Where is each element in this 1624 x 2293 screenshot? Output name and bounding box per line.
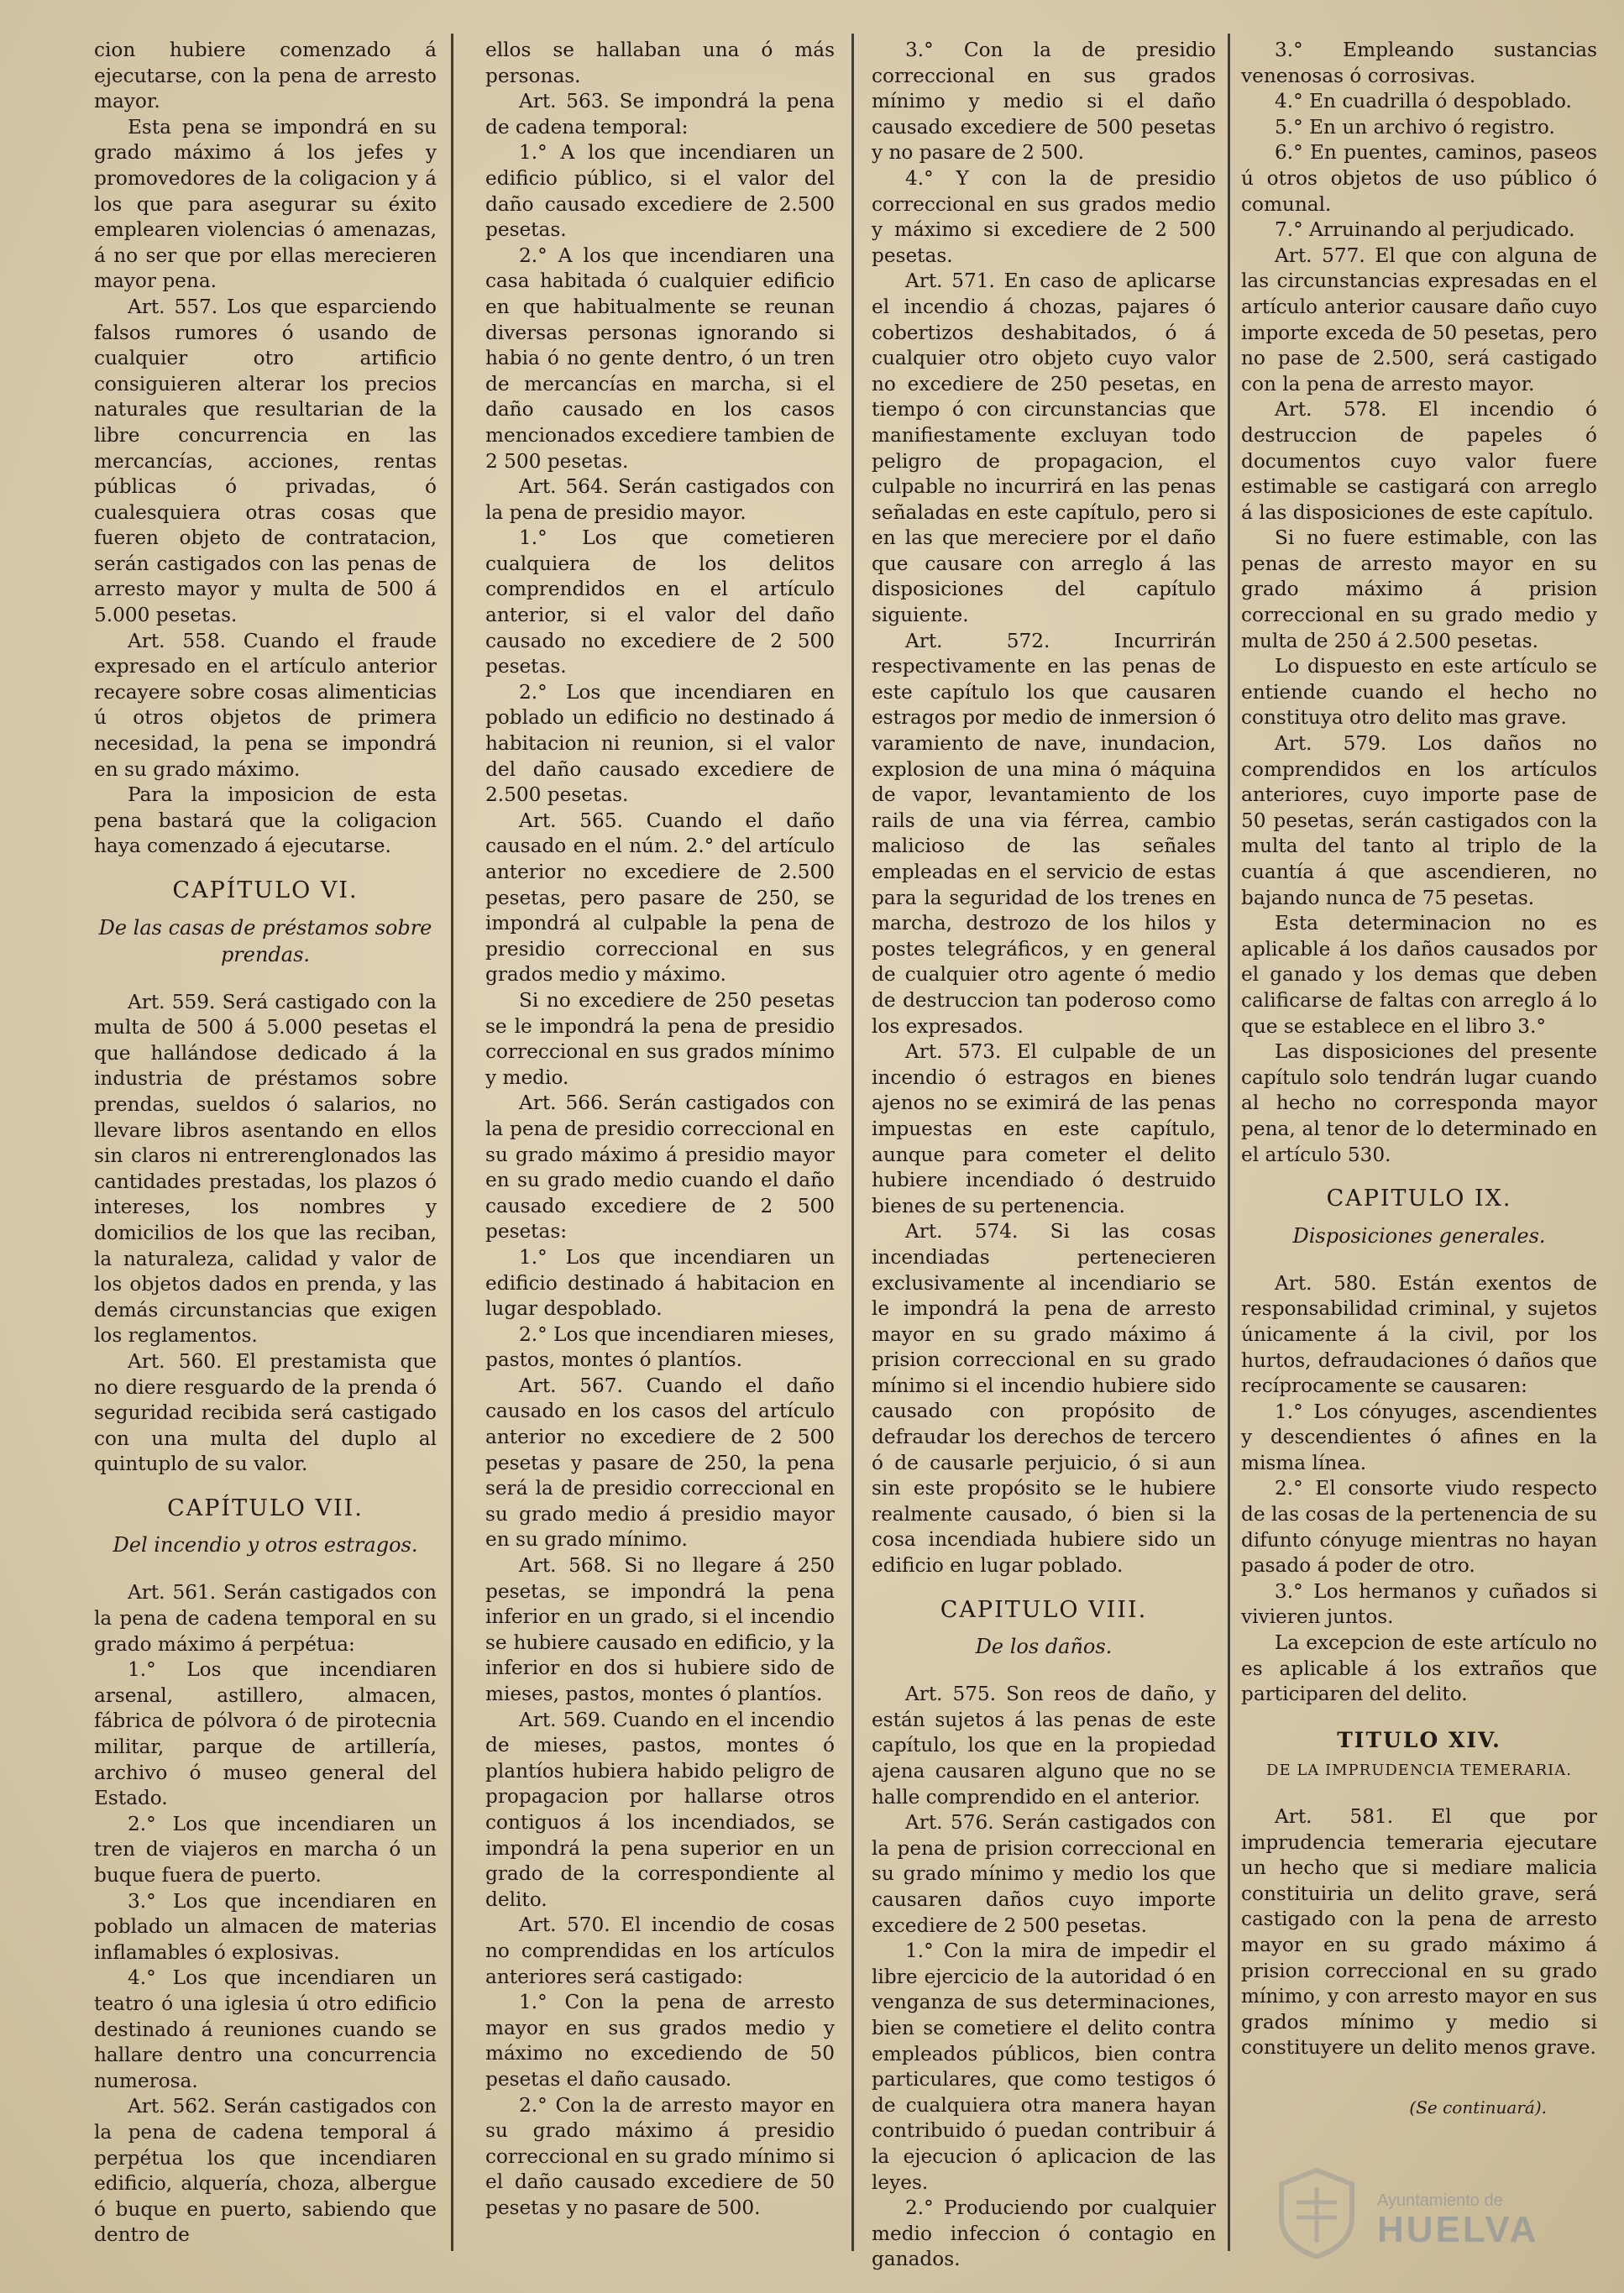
archive-watermark <box>1377 2191 1538 2250</box>
list-item: 2.° Produciendo por cualquier medio infeccion ó contagio en ganados. <box>872 2196 1216 2271</box>
municipal-seal-icon <box>1266 2162 1367 2263</box>
article-579: Art. 579. Los daños no comprendidos en los artículos anteriores, cuyo importe pase de 50 pesetas, serán castigados con la multa del tanto al triplo de la cuantía á que ascendieren, no bajando nunca de 75 pesetas. <box>1241 732 1597 909</box>
list-item: 2.° Con la de arresto mayor en su grado máximo á presidio correccional en su grado mínimo si el daño causado excediere de 50 pesetas y no pasare de 500. <box>485 2093 835 2219</box>
list-item: 4.° En cuadrilla ó despoblado. <box>1275 90 1572 113</box>
column-rule <box>451 34 453 2251</box>
chapter-subtitle: De las casas de préstamos sobre prendas. <box>98 915 432 966</box>
column-rule <box>1228 34 1230 2251</box>
list-item: 2.° A los que incendiaren una casa habitada ó cualquier edificio en que habitualmente se reunan diversas personas ignorando si habia ó no gente dentro, ó un tren de mercancías en marcha, si el daño causado en los casos mencionados excediere tambien de 2 500 pesetas. <box>485 243 835 473</box>
paragraph: Para la imposicion de esta pena bastará que la coligacion haya comenzado á ejecutarse. <box>94 783 437 858</box>
paragraph: Si no excediere de 250 pesetas se le impondrá la pena de presidio correccional en sus grados mínimo y medio. <box>485 988 835 1089</box>
chapter-subtitle: Del incendio y otros estragos. <box>113 1533 418 1557</box>
watermark-line1: Ayuntamiento de <box>1377 2191 1503 2210</box>
article-572: Art. 572. Incurrirán respectivamente en las penas de este capítulo los que causaren estragos por medio de inmersion ó varamiento de nave, inundacion, explosion de una mina ó máquina de vapor, levantamiento de los rails de una via férrea, cambio malicioso de las señales empleadas en el servicio de estas para la seguridad de los trenes en marcha, destrozo de los hilos y postes telegráficos, y en general de cualquier otro agente ó medio de destruccion tan poderoso como los expresados. <box>872 629 1216 1038</box>
list-item: 5.° En un archivo ó registro. <box>1275 115 1555 139</box>
list-item: 6.° En puentes, caminos, paseos ú otros objetos de uso público ó comunal. <box>1241 141 1597 216</box>
chapter-subtitle: Disposiciones generales. <box>1292 1223 1546 1248</box>
article-562: Art. 562. Serán castigados con la pena de cadena temporal á perpétua los que incendiaren edificio, alquería, choza, albergue ó buque en puerto, sabiendo que dentro de <box>94 2095 437 2247</box>
article-576: Art. 576. Serán castigados con la pena de prision correccional en su grado mínimo y medio los que causaren daños cuyo importe excediere de 2 500 pesetas. <box>872 1811 1216 1937</box>
list-item: 3.° Con la de presidio correccional en sus grados mínimo y medio si el daño causado excediere de 500 pesetas y no pasare de 2 500. <box>872 39 1216 165</box>
text-column-4 <box>1241 38 1597 2254</box>
paragraph: La excepcion de este artículo no es aplicable á los extraños que participaren del delito. <box>1241 1631 1597 1706</box>
list-item: 7.° Arruinando al perjudicado. <box>1275 218 1575 242</box>
chapter-heading: CAPITULO IX. <box>1326 1186 1512 1212</box>
continued-note: (Se continuará). <box>1409 2097 1547 2118</box>
list-item: 2.° Los que incendiaren un tren de viajeros en marcha ó un buque fuera de puerto. <box>94 1812 437 1887</box>
article-569: Art. 569. Cuando en el incendio de mieses, pastos, montes ó plantíos hubiera habido peligro de propagacion por hallarse otros contiguos á los incendiados, se impondrá la pena superior en un grado de la correspondiente al delito. <box>485 1708 835 1911</box>
column-rule <box>851 34 854 2251</box>
chapter-heading: CAPÍTULO VII. <box>167 1495 364 1521</box>
text-column-3 <box>872 38 1216 2271</box>
article-557: Art. 557. Los que esparciendo falsos rumores ó usando de cualquier otro artificio consiguieren alterar los precios naturales que resultarian de la libre concurrencia en las mercancías, acciones, rentas públicas ó privadas, ó cualesquiera otras cosas que fueren objeto de contratacion, serán castigados con las penas de arresto mayor y multa de 500 á 5.000 pesetas. <box>94 295 437 627</box>
paragraph: cion hubiere comenzado á ejecutarse, con la pena de arresto mayor. <box>94 39 437 113</box>
article-571: Art. 571. En caso de aplicarse el incendio á chozas, pajares ó cobertizos deshabitados, ó á cualquier otro objeto cuyo valor no excediere de 250 pesetas, en tiempo ó con circunstancias que manifiestamente excluyan todo peligro de propagacion, el culpable no incurrirá en las penas señaladas en este capítulo, pero si en las que mereciere por el daño que causare con arreglo á las disposiciones del capítulo siguiente. <box>872 270 1216 627</box>
list-item: 3.° Los hermanos y cuñados si vivieren juntos. <box>1241 1579 1597 1629</box>
list-item: 3.° Los que incendiaren en poblado un almacen de materias inflamables ó explosivas. <box>94 1889 437 1964</box>
list-item: 1.° Los que incendiaren un edificio destinado á habitacion en lugar despoblado. <box>485 1245 835 1321</box>
list-item: 4.° Los que incendiaren un teatro ó una iglesia ú otro edificio destinado á reuniones cuando se hallare dentro una concurrencia numerosa. <box>94 1966 437 2092</box>
paragraph: Esta pena se impondrá en su grado máximo á los jefes y promovedores de la coligacion y á los que para asegurar su éxito emplearen violencias ó amenazas, á no ser que por ellas merecieren mayor pena. <box>94 115 437 293</box>
article-581: Art. 581. El que por imprudencia temeraria ejecutare un hecho que si mediare malicia constituiria un delito grave, será castigado con la pena de arresto mayor en su grado máximo á prision correccional en su grado mínimo, y con arresto mayor en sus grados mínimo y medio si constituyere un delito menos grave. <box>1241 1805 1597 2060</box>
paragraph: Esta determinacion no es aplicable á los daños causados por el ganado y los demas que deben calificarse de faltas con arreglo á lo que se establece en el libro 3.° <box>1241 912 1597 1038</box>
paragraph: Las disposiciones del presente capítulo solo tendrán lugar cuando al hecho no corresponda mayor pena, al tenor de lo determinado en el artículo 530. <box>1241 1040 1597 1166</box>
article-560: Art. 560. El prestamista que no diere resguardo de la prenda ó seguridad recibida será castigado con una multa del duplo al quintuplo de su valor. <box>94 1349 437 1476</box>
list-item: 2.° El consorte viudo respecto de las cosas de la pertenencia de su difunto cónyuge mientras no hayan pasado á poder de otro. <box>1241 1477 1597 1578</box>
article-573: Art. 573. El culpable de un incendio ó estragos en bienes ajenos no se eximirá de las penas impuestas en este capítulo, aunque para cometer el delito hubiere incendiado ó destruido bienes de su pertenencia. <box>872 1040 1216 1217</box>
list-item: 1.° Con la mira de impedir el libre ejercicio de la autoridad ó en venganza de sus determinaciones, bien se cometiere el delito contra empleados públicos, bien contra particulares, que como testigos ó de cualquiera otra manera hayan contribuido ó puedan contribuir á la ejecucion ó aplicacion de las leyes. <box>872 1940 1216 2194</box>
article-564: Art. 564. Serán castigados con la pena de presidio mayor. <box>485 475 835 524</box>
article-558: Art. 558. Cuando el fraude expresado en el artículo anterior recayere sobre cosas alimenticias ú otros objetos de primera necesidad, la pena se impondrá en su grado máximo. <box>94 629 437 781</box>
title-subheading: DE LA IMPRUDENCIA TEMERARIA. <box>1266 1762 1572 1780</box>
paragraph: Si no fuere estimable, con las penas de arresto mayor en su grado máximo á prision correccional en su grado medio y multa de 250 á 2.500 pesetas. <box>1241 526 1597 652</box>
article-574: Art. 574. Si las cosas incendiadas pertenecieren exclusivamente al incendiario se le impondrá la pena de arresto mayor en su grado máximo á prision correccional en su grado mínimo si el incendio hubiere sido causado con propósito de defraudar los derechos de tercero ó de causarle perjuicio, ó si aun sin este propósito se le hubiere realmente causado, ó bien si la cosa incendiada hubiere sido un edificio en lugar poblado. <box>872 1220 1216 1578</box>
article-563: Art. 563. Se impondrá la pena de cadena temporal: <box>485 90 835 139</box>
article-566: Art. 566. Serán castigados con la pena de presidio correccional en su grado máximo á presidio mayor en su grado medio cuando el daño causado excediere de 2 500 pesetas: <box>485 1092 835 1243</box>
article-575: Art. 575. Son reos de daño, y están sujetos á las penas de este capítulo, los que en la propiedad ajena causaren alguno que no se halle comprendido en el anterior. <box>872 1683 1216 1809</box>
paragraph: Lo dispuesto en este artículo se entiende cuando el hecho no constituya otro delito mas grave. <box>1241 655 1597 730</box>
list-item: 2.° Los que incendiaren mieses, pastos, montes ó plantíos. <box>485 1322 835 1372</box>
article-565: Art. 565. Cuando el daño causado en el núm. 2.° del artículo anterior no excediere de 2.500 pesetas, pero pasare de 250, se impondrá al culpable la pena de presidio correccional en sus grados medio y máximo. <box>485 809 835 987</box>
list-item: 1.° Los que incendiaren arsenal, astillero, almacen, fábrica de pólvora ó de pirotecnia militar, parque de artillería, archivo ó museo general del Estado. <box>94 1658 437 1810</box>
article-559: Art. 559. Será castigado con la multa de 500 á 5.000 pesetas el que hallándose dedicado á la industria de préstamos sobre prendas, sueldos ó salarios, no llevare libros asentando en ellos sin claros ni entrerenglonados las cantidades prestadas, los plazos ó intereses, los nombres y domicilios de los que las reciban, la naturaleza, calidad y valor de los objetos dados en prenda, y las demás circunstancias que exigen los reglamentos. <box>94 990 437 1348</box>
article-570: Art. 570. El incendio de cosas no comprendidas en los artículos anteriores será castigado: <box>485 1913 835 1988</box>
list-item: 1.° Los que cometieren cualquiera de los delitos comprendidos en el artículo anterior, si el valor del daño causado no excediere de 2 500 pesetas. <box>485 526 835 678</box>
article-580: Art. 580. Están exentos de responsabilidad criminal, y sujetos únicamente á la civil, por los hurtos, defraudaciones ó daños que recíprocamente se causaren: <box>1241 1271 1597 1398</box>
article-567: Art. 567. Cuando el daño causado en los casos del artículo anterior no excediere de 2 500 pesetas y pasare de 250, la pena será la de presidio correccional en su grado medio á presidio mayor en su grado mínimo. <box>485 1374 835 1552</box>
article-561: Art. 561. Serán castigados con la pena de cadena temporal en su grado máximo á perpétua: <box>94 1581 437 1656</box>
chapter-heading: CAPÍTULO VI. <box>172 877 359 903</box>
list-item: 1.° Los cónyuges, ascendientes y descendientes ó afines en la misma línea. <box>1241 1400 1597 1474</box>
paragraph: ellos se hallaban una ó más personas. <box>485 39 835 87</box>
text-column-1 <box>94 38 437 2254</box>
list-item: 2.° Los que incendiaren en poblado un edificio no destinado á habitacion ni reunion, si el valor del daño causado excediere de 2.500 pesetas. <box>485 680 835 807</box>
article-568: Art. 568. Si no llegare á 250 pesetas, se impondrá la pena inferior en un grado, si el incendio se hubiere causado en edificio, y la inferior en dos si hubiere sido de mieses, pastos, montes ó plantíos. <box>485 1554 835 1705</box>
list-item: 3.° Empleando sustancias venenosas ó corrosivas. <box>1241 39 1597 87</box>
watermark-line2: HUELVA <box>1377 2209 1539 2250</box>
article-578: Art. 578. El incendio ó destruccion de papeles ó documentos cuyo valor fuere estimable se castigará con arreglo á las disposiciones de este capítulo. <box>1241 398 1597 524</box>
list-item: 1.° Con la pena de arresto mayor en sus grados medio y máximo no excediendo de 50 pesetas el daño causado. <box>485 1991 835 2091</box>
article-577: Art. 577. El que con alguna de las circunstancias expresadas en el artículo anterior causare daño cuyo importe exceda de 50 pesetas, pero no pase de 2.500, será castigado con la pena de arresto mayor. <box>1241 243 1597 395</box>
title-heading: TITULO XIV. <box>1337 1727 1501 1752</box>
list-item: 1.° A los que incendiaren un edificio público, si el valor del daño causado excediere de 2.500 pesetas. <box>485 141 835 242</box>
list-item: 4.° Y con la de presidio correccional en sus grados medio y máximo si excediere de 2 500 pesetas. <box>872 166 1216 267</box>
chapter-heading: CAPITULO VIII. <box>940 1596 1148 1623</box>
chapter-subtitle: De los daños. <box>975 1635 1113 1659</box>
text-column-2 <box>485 38 835 2254</box>
